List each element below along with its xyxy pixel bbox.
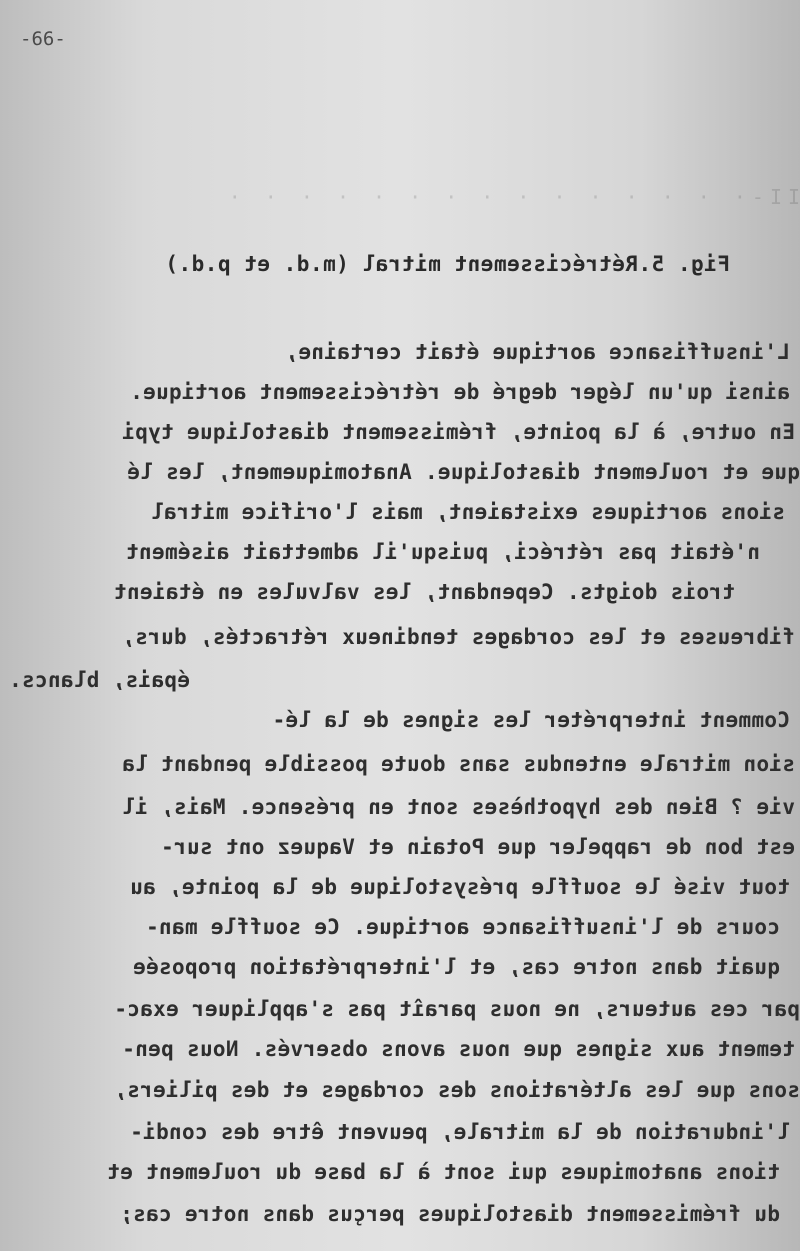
- text-line: par ces auteurs, ne nous paraît pas s'appliquer exac-: [114, 997, 800, 1021]
- text-line: tout visé le souffle présystolique de la pointe, au: [129, 875, 790, 899]
- text-line: trois doigts. Cependant, les valvules en étaient: [113, 580, 735, 604]
- text-line: tions anatomiques qui sont à la base du roulement et: [106, 1160, 780, 1184]
- text-line: n'était pas rétréci, puisqu'il admettait aisément: [125, 540, 760, 564]
- text-line: Comment interpréter les signes de la lé-: [272, 708, 790, 732]
- text-line: du frémissement diastoliques perçus dans notre cas;: [119, 1202, 780, 1226]
- text-line: sons que les altérations des cordages et des piliers,: [114, 1078, 800, 1102]
- text-line: tement aux signes que nous avons observés. Nous pen-: [121, 1037, 795, 1061]
- page-number: -66-: [20, 28, 66, 50]
- text-line: que et roulement diastolique. Anatomiquement, les lé: [126, 460, 800, 484]
- text-line: ainsi qu'un léger degré de rétrécissement aortique.: [129, 380, 790, 404]
- bleed-through-text: II-· · · · · · · · · · · · · · ·: [222, 185, 800, 209]
- text-line: épais, blancs.: [8, 668, 190, 692]
- text-line: l'induration de la mitrale, peuvent être des condi-: [129, 1120, 790, 1144]
- text-line: est bon de rappeler que Potain et Vaquez ont sur-: [160, 835, 795, 859]
- text-line: cours de l'insuffisance aortique. Ce souffle man-: [145, 915, 780, 939]
- text-line: vie ? Bien des hypothèses sont en présence. Mais, il: [121, 795, 795, 819]
- figure-caption: Fig. 5.Rétrécissement mitral (m.d. et p.d.): [164, 252, 730, 276]
- text-line: sions aortiques existaient, mais l'orifice mitral: [150, 500, 785, 524]
- text-line: En outre, à la pointe, frémissement diastolique typi: [121, 420, 795, 444]
- text-line: sion mitrale entendus sans doute possible pendant la: [121, 752, 795, 776]
- text-line: L'insuffisance aortique était certaine,: [285, 340, 790, 364]
- text-line: quait dans notre cas, et l'interprétation proposée: [132, 955, 780, 979]
- text-line: fibreuses et les cordages tendineux rétractés, durs,: [121, 625, 795, 649]
